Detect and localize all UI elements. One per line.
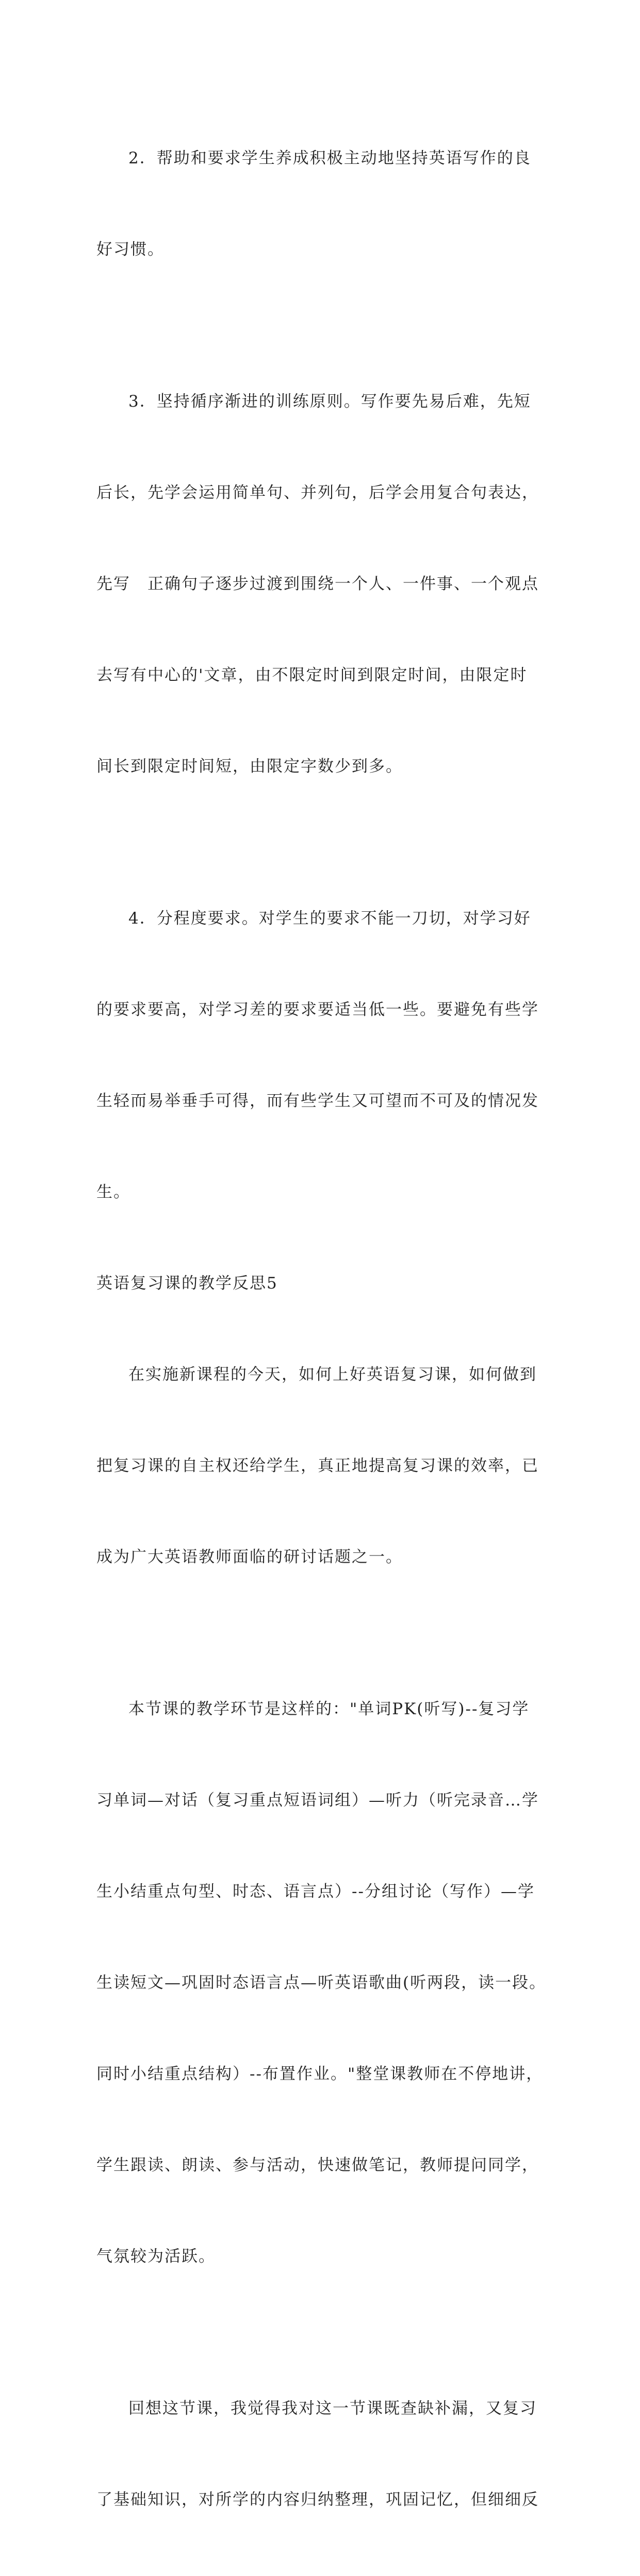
text-line: 生。	[96, 1183, 130, 1201]
text-line: 好习惯。	[96, 240, 165, 259]
text-line: 去写有中心的'文章，由不限定时间到限定时间，由限定时	[96, 666, 528, 684]
paragraph-intro	[96, 1299, 550, 1633]
text-line: 在实施新课程的今天，如何上好英语复习课，如何做到	[128, 1365, 537, 1384]
paragraph-item-3	[96, 326, 550, 843]
text-line: 同时小结重点结构）--布置作业。"整堂课教师在不停地讲，	[96, 2065, 544, 2083]
text-line: 生轻而易举垂手可得，而有些学生又可望而不可及的情况发	[96, 1092, 539, 1110]
paragraph-item-4	[96, 843, 550, 1268]
text-line: 3．坚持循序渐进的训练原则。写作要先易后难，先短	[128, 392, 531, 411]
paragraph-item-2	[96, 82, 550, 326]
text-line: 成为广大英语教师面临的研讨话题之一。	[96, 1548, 403, 1566]
text-line: 2．帮助和要求学生养成积极主动地坚持英语写作的良	[128, 149, 531, 168]
text-line: 生小结重点句型、时态、语言点）--分组讨论（写作）—学	[96, 1882, 535, 1901]
section-heading: 英语复习课的教学反思5	[96, 1274, 278, 1293]
text-line: 后长，先学会运用简单句、并列句，后学会用复合句表达，	[96, 483, 539, 502]
document-body	[96, 82, 550, 2576]
text-line: 本节课的教学环节是这样的："单词PK(听写)--复习学	[128, 1700, 530, 1718]
text-line: 学生跟读、朗读、参与活动，快速做笔记，教师提问同学，	[96, 2156, 539, 2174]
text-line: 间长到限定时间短，由限定字数少到多。	[96, 757, 403, 776]
text-line: 习单词—对话（复习重点短语词组）—听力（听完录音…学	[96, 1791, 539, 1810]
text-line: 把复习课的自主权还给学生，真正地提高复习课的效率，已	[96, 1457, 539, 1475]
text-line: 气氛较为活跃。	[96, 2247, 216, 2266]
text-line: 4．分程度要求。对学生的要求不能一刀切，对学习好	[128, 909, 531, 928]
text-line: 了基础知识，对所学的内容归纳整理，巩固记忆，但细细反	[96, 2490, 539, 2509]
paragraph-steps	[96, 1633, 550, 2333]
text-line: 的要求要高，对学习差的要求要适当低一些。要避免有些学	[96, 1000, 539, 1019]
text-line: 生读短文—巩固时态语言点—听英语歌曲(听两段，读一段。	[96, 1973, 547, 1992]
text-line: 先写 正确句子逐步过渡到围绕一个人、一件事、一个观点	[96, 575, 539, 593]
text-line: 回想这节课，我觉得我对这一节课既查缺补漏，又复习	[128, 2399, 537, 2418]
paragraph-reflection	[96, 2333, 550, 2576]
